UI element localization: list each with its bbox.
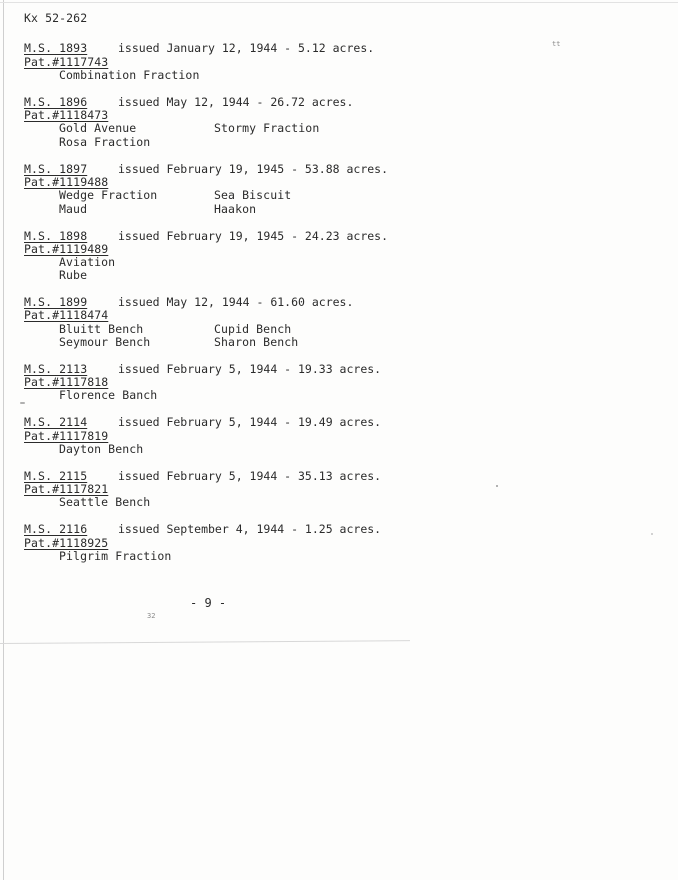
document-reference: Kx 52-262 <box>24 11 88 25</box>
mineral-survey-number: M.S. 1893 <box>24 41 88 55</box>
issue-details: issued January 12, 1944 - 5.12 acres. <box>118 41 375 55</box>
claim-name: Rosa Fraction <box>59 135 151 149</box>
claim-name: Maud <box>59 202 88 216</box>
page-top-edge <box>0 2 678 3</box>
issue-details: issued May 12, 1944 - 61.60 acres. <box>118 295 354 309</box>
mineral-survey-number: M.S. 2114 <box>24 415 88 429</box>
claim-name: Haakon <box>214 202 257 216</box>
claim-name: Bluitt Bench <box>59 322 144 336</box>
patent-number: Pat.#1117819 <box>24 429 109 443</box>
claim-name: Stormy Fraction <box>214 121 320 135</box>
claim-name: Florence Banch <box>59 388 158 402</box>
mineral-survey-number: M.S. 2115 <box>24 469 88 483</box>
mineral-survey-number: M.S. 1898 <box>24 229 88 243</box>
page-number: - 9 - <box>190 596 227 610</box>
mineral-survey-number: M.S. 1897 <box>24 162 88 176</box>
claim-name: Gold Avenue <box>59 121 137 135</box>
patent-number: Pat.#1117818 <box>24 375 109 389</box>
claim-name: Wedge Fraction <box>59 188 158 202</box>
claim-name: Seymour Bench <box>59 335 151 349</box>
issue-details: issued February 19, 1945 - 24.23 acres. <box>118 229 389 243</box>
claim-name: Seattle Bench <box>59 495 151 509</box>
claim-name: Sharon Bench <box>214 335 299 349</box>
issue-details: issued February 19, 1945 - 53.88 acres. <box>118 162 389 176</box>
handwritten-initials: 32 <box>147 612 156 620</box>
fold-line <box>0 640 410 644</box>
patent-number: Pat.#1118474 <box>24 308 109 322</box>
claim-name: Aviation <box>59 255 116 269</box>
patent-number: Pat.#1118473 <box>24 108 109 122</box>
margin-mark: tt <box>552 40 561 48</box>
scan-speck <box>496 485 498 487</box>
patent-number: Pat.#1117743 <box>24 55 109 69</box>
claim-name: Cupid Bench <box>214 322 292 336</box>
claim-name: Dayton Bench <box>59 442 144 456</box>
patent-number: Pat.#1117821 <box>24 482 109 496</box>
scan-speck <box>651 533 653 535</box>
scan-speck <box>20 402 25 404</box>
claim-name: Pilgrim Fraction <box>59 549 172 563</box>
mineral-survey-number: M.S. 1896 <box>24 95 88 109</box>
issue-details: issued February 5, 1944 - 19.33 acres. <box>118 362 382 376</box>
issue-details: issued February 5, 1944 - 19.49 acres. <box>118 415 382 429</box>
claim-name: Sea Biscuit <box>214 188 292 202</box>
issue-details: issued May 12, 1944 - 26.72 acres. <box>118 95 354 109</box>
mineral-survey-number: M.S. 1899 <box>24 295 88 309</box>
patent-number: Pat.#1119489 <box>24 242 109 256</box>
mineral-survey-number: M.S. 2113 <box>24 362 88 376</box>
mineral-survey-number: M.S. 2116 <box>24 522 88 536</box>
page-left-edge <box>3 0 4 880</box>
claim-name: Rube <box>59 268 88 282</box>
patent-number: Pat.#1119488 <box>24 175 109 189</box>
issue-details: issued September 4, 1944 - 1.25 acres. <box>118 522 382 536</box>
patent-number: Pat.#1118925 <box>24 536 109 550</box>
issue-details: issued February 5, 1944 - 35.13 acres. <box>118 469 382 483</box>
claim-name: Combination Fraction <box>59 68 200 82</box>
